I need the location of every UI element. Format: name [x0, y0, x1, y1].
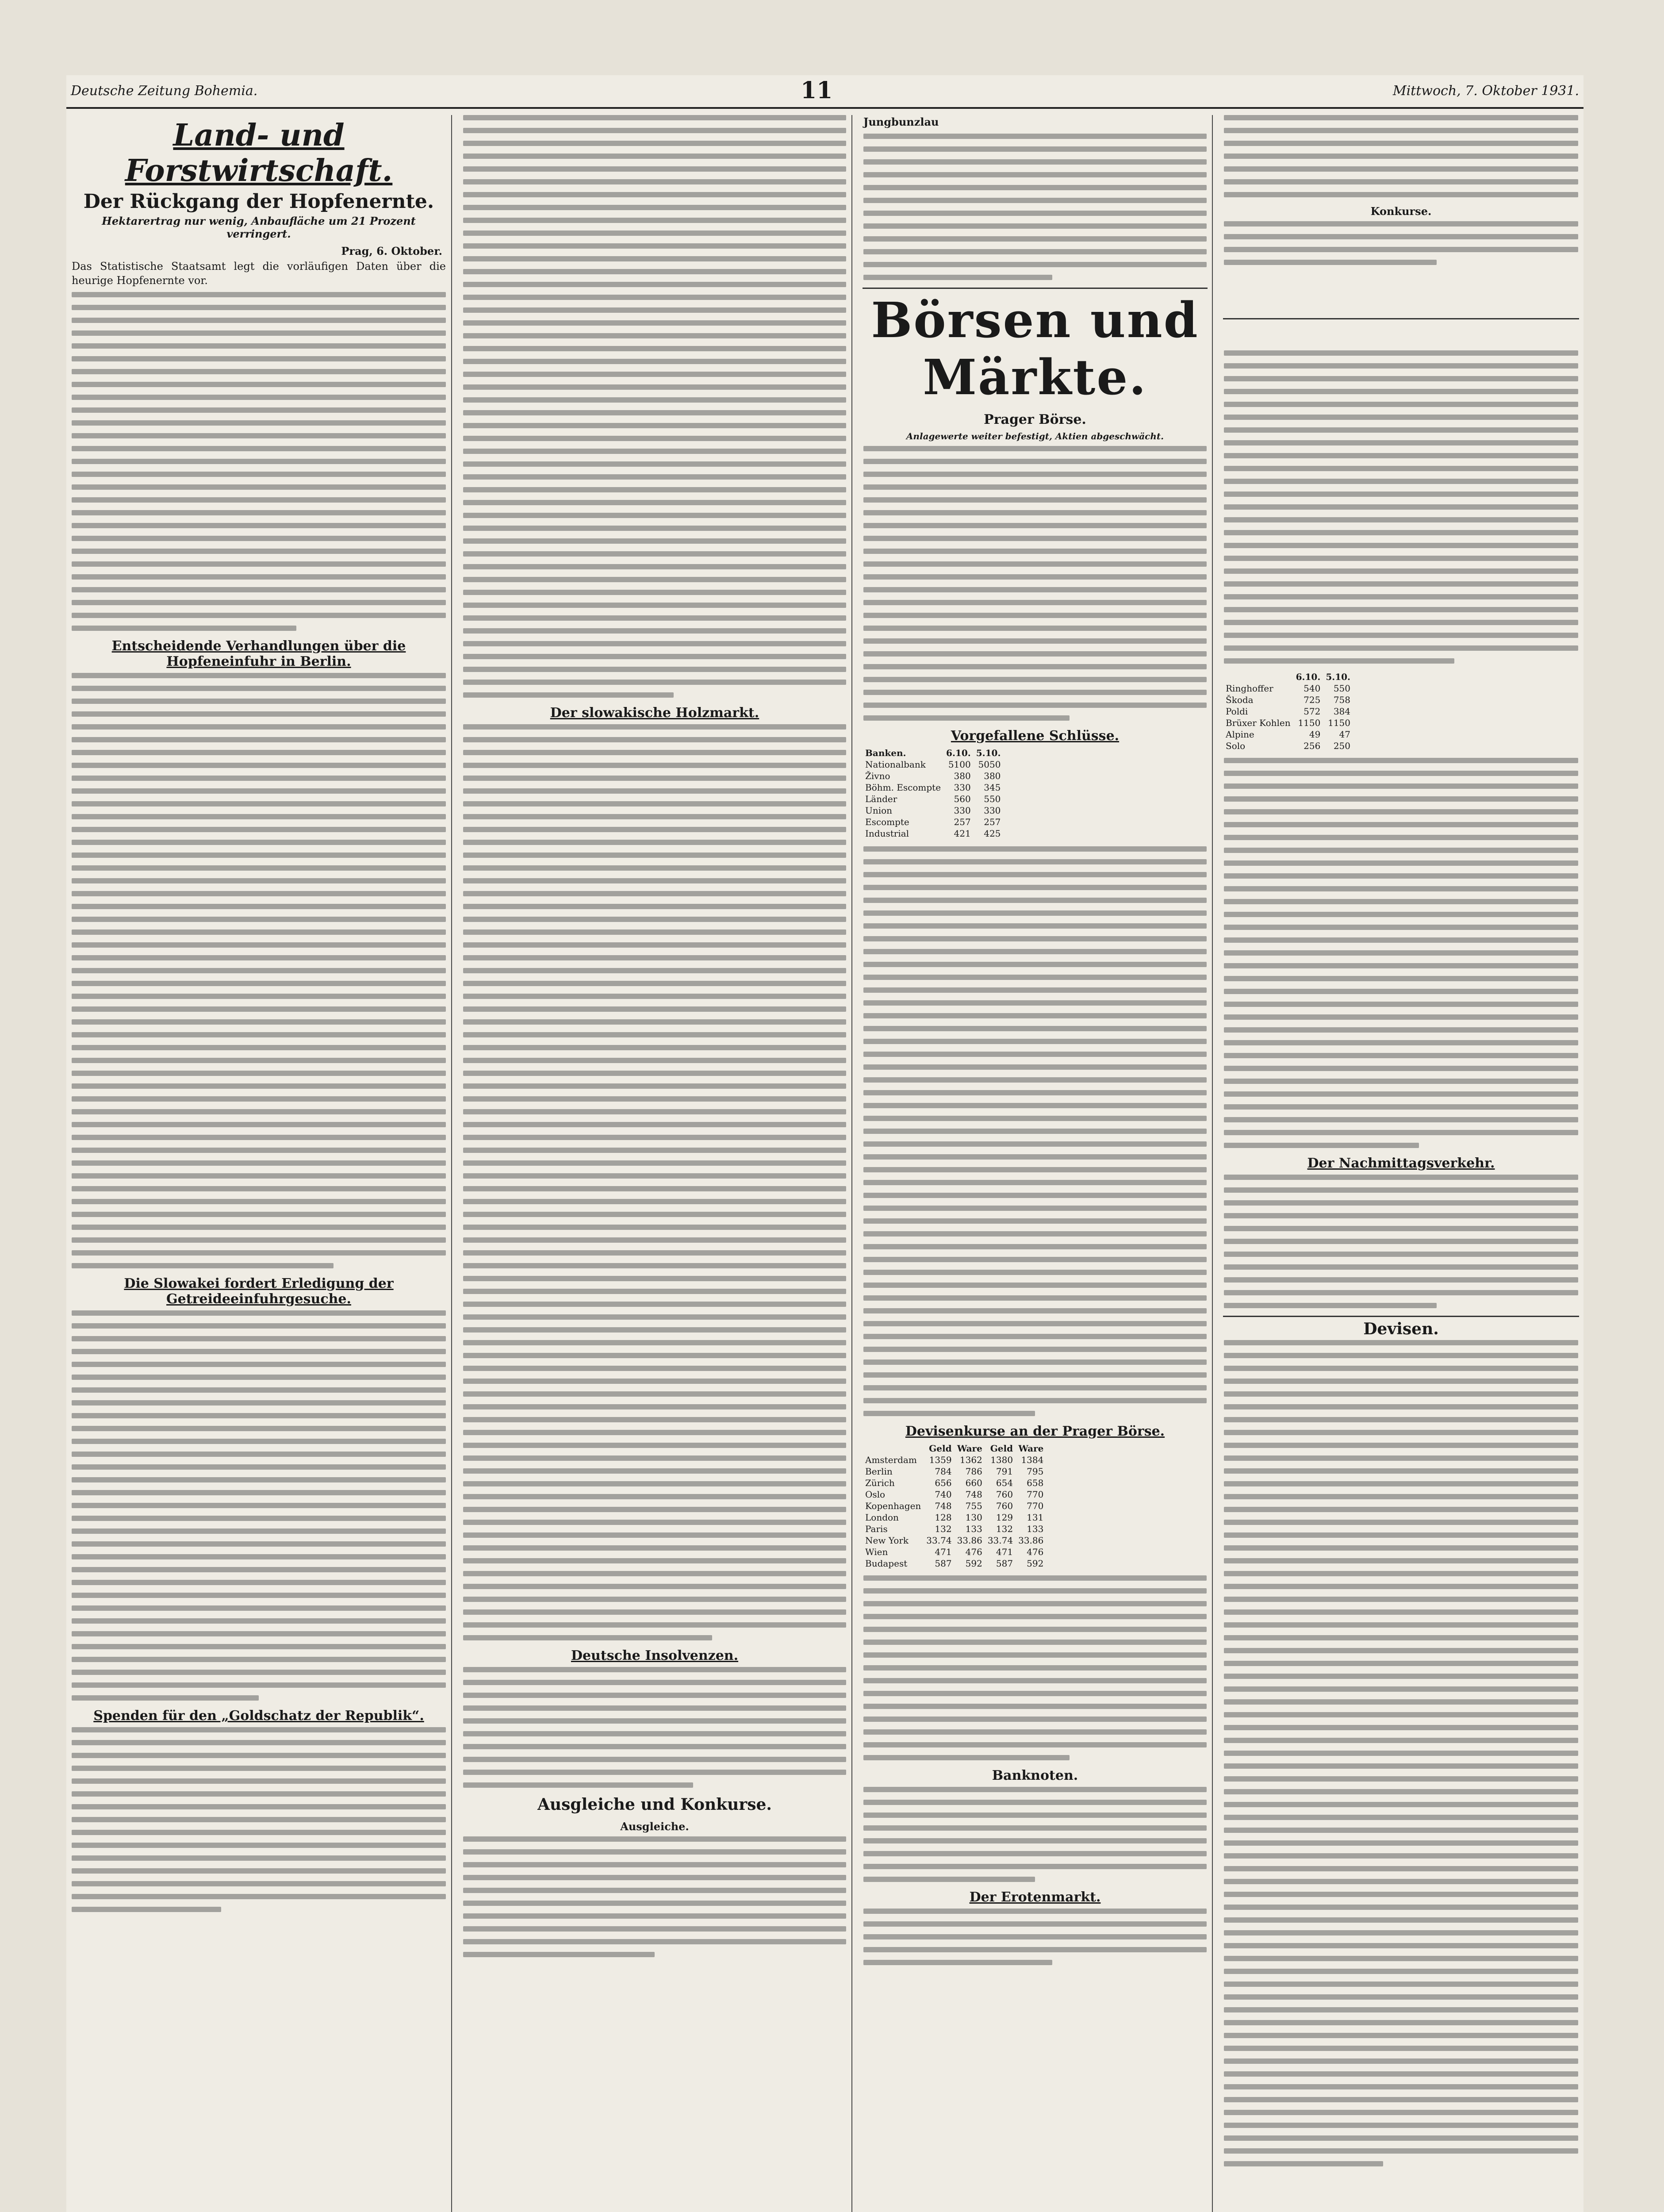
article-insolvenzen-body — [463, 1667, 846, 1788]
cell: 572 — [1304, 706, 1321, 717]
bank-quotes-table — [863, 747, 1003, 839]
article-body — [72, 292, 446, 631]
cell: 33.86 — [1018, 1535, 1044, 1546]
cell: 257 — [954, 817, 971, 827]
cell: 1150 — [1328, 718, 1350, 728]
cell: Escompte — [865, 817, 909, 827]
divider — [863, 288, 1208, 289]
cell: 476 — [965, 1547, 982, 1557]
cell: 33.74 — [987, 1535, 1013, 1546]
cell: 758 — [1333, 695, 1350, 705]
table-row — [863, 782, 1003, 793]
cell: 795 — [1027, 1466, 1044, 1477]
cell: 786 — [965, 1466, 982, 1477]
cell: 33.86 — [957, 1535, 982, 1546]
cell: Oslo — [865, 1489, 886, 1500]
cell: 133 — [1027, 1524, 1044, 1534]
cell: 760 — [996, 1501, 1013, 1511]
banknoten-body — [863, 1787, 1207, 1882]
prager-boerse-body — [863, 446, 1207, 721]
cell: Wien — [865, 1547, 888, 1557]
cell: 1380 — [990, 1455, 1013, 1465]
column-1 — [66, 115, 452, 2212]
heading-holzmarkt: Der slowakische Holzmarkt. — [550, 705, 759, 721]
cell: 654 — [996, 1478, 1013, 1488]
cell: 47 — [1339, 729, 1350, 740]
cell: Länder — [865, 794, 897, 804]
devisen-body — [1224, 1340, 1578, 2166]
cell: 592 — [965, 1558, 982, 1569]
table-row — [1223, 683, 1353, 694]
cell: 791 — [996, 1466, 1013, 1477]
cell: Škoda — [1226, 695, 1254, 705]
cell: 130 — [965, 1512, 982, 1523]
article-spenden-body — [72, 1727, 446, 1912]
heading-getreide: Die Slowakei fordert Erledigung der Getreideeinfuhrgesuche. — [124, 1276, 394, 1307]
cell: London — [865, 1512, 899, 1523]
devisen-table — [863, 1443, 1046, 1569]
column-4 — [1219, 115, 1583, 2212]
cell: 560 — [954, 794, 971, 804]
table-row — [863, 1489, 1046, 1500]
cell: 592 — [1027, 1558, 1044, 1569]
masthead — [66, 75, 1583, 109]
cell: 345 — [984, 782, 1001, 793]
table-row — [863, 759, 1003, 770]
newspaper-page — [66, 75, 1583, 2212]
cell: 1384 — [1021, 1455, 1044, 1465]
article-verhandlungen-body — [72, 673, 446, 1268]
article-holzmarkt-body — [463, 724, 846, 1640]
cell: Amsterdam — [865, 1455, 917, 1465]
cell: 128 — [935, 1512, 952, 1523]
cell: 471 — [996, 1547, 1013, 1557]
cell: Union — [865, 805, 893, 816]
heading-devisenkurse: Devisenkurse an der Prager Börse. — [905, 1424, 1165, 1439]
table-row — [863, 770, 1003, 782]
cell: 330 — [954, 805, 971, 816]
bank-header-col2: 5.10. — [976, 748, 1001, 758]
cell: Zürich — [865, 1478, 895, 1488]
table-row — [863, 1512, 1046, 1523]
article-lead: Das Statistische Staatsamt legt die vorläufigen Daten über die heurige Hopfenernte vor. — [72, 260, 446, 287]
cell: 740 — [935, 1489, 952, 1500]
cell: 770 — [1027, 1489, 1044, 1500]
cell: 770 — [1027, 1501, 1044, 1511]
cell: Solo — [1226, 741, 1246, 751]
cell: 330 — [954, 782, 971, 793]
column-2-body-top — [463, 115, 846, 698]
heading-vorgefallene: Vorgefallene Schlüsse. — [951, 728, 1120, 744]
cell: Kopenhagen — [865, 1501, 921, 1511]
article-subhead: Hektarertrag nur wenig, Anbaufläche um 21 Prozent verringert. — [102, 215, 416, 240]
quotes-text — [1224, 350, 1578, 664]
table-row — [863, 793, 1003, 805]
heading-verhandlungen: Entscheidende Verhandlungen über die Hopfeneinfuhr in Berlin. — [111, 638, 406, 669]
table-row — [1223, 729, 1353, 740]
cell: 784 — [935, 1466, 952, 1477]
heading-erotenmarkt: Der Erotenmarkt. — [969, 1889, 1101, 1905]
cell: 660 — [965, 1478, 982, 1488]
column-2 — [458, 115, 852, 2212]
quotes-header-name — [1223, 671, 1293, 683]
table-row — [863, 1546, 1046, 1558]
cell: 476 — [1027, 1547, 1044, 1557]
article-headline: Der Rückgang der Hopfenernte. — [83, 190, 434, 213]
devisen-header-ware-1: Ware — [957, 1443, 982, 1454]
table-row — [863, 828, 1003, 839]
bank-header-col1: 6.10. — [946, 748, 971, 758]
quotes-continuation — [863, 846, 1207, 1416]
article-getreide-body — [72, 1310, 446, 1701]
cell: 131 — [1027, 1512, 1044, 1523]
devisen-header-geld-2: Geld — [990, 1443, 1013, 1454]
cell: New York — [865, 1535, 909, 1546]
table-row — [1223, 740, 1353, 752]
table-row — [863, 816, 1003, 828]
devisen-header-name — [863, 1443, 924, 1454]
article-ausgleiche-body — [463, 1836, 846, 1957]
heading-ausgleiche-sub: Ausgleiche. — [620, 1820, 689, 1833]
quotes-header-col2: 5.10. — [1326, 672, 1350, 682]
heading-insolvenzen: Deutsche Insolvenzen. — [571, 1648, 739, 1663]
cell: Budapest — [865, 1558, 908, 1569]
cell: 658 — [1027, 1478, 1044, 1488]
table-row — [863, 1523, 1046, 1535]
konkurse-body — [1224, 221, 1578, 265]
cell: Živno — [865, 771, 890, 781]
table-row — [863, 1454, 1046, 1466]
cell: 1362 — [959, 1455, 982, 1465]
heading-konkurse: Konkurse. — [1370, 205, 1432, 218]
cell: Ringhoffer — [1226, 683, 1273, 694]
cell: 471 — [935, 1547, 952, 1557]
cell: 755 — [965, 1501, 982, 1511]
cell: Berlin — [865, 1466, 893, 1477]
cell: 5100 — [948, 759, 971, 770]
cell: 129 — [996, 1512, 1013, 1523]
cell: Brüxer Kohlen — [1226, 718, 1291, 728]
column-4-top-body — [1224, 115, 1578, 197]
heading-banknoten: Banknoten. — [992, 1768, 1078, 1783]
cell: 550 — [1333, 683, 1350, 694]
bank-header-name: Banken. — [865, 748, 906, 758]
cell: 587 — [935, 1558, 952, 1569]
cell: Industrial — [865, 828, 909, 839]
heading-nachmittagsverkehr: Der Nachmittagsverkehr. — [1307, 1156, 1495, 1171]
quotes-header-col1: 6.10. — [1296, 672, 1321, 682]
cell: 256 — [1304, 741, 1321, 751]
cell: 1150 — [1298, 718, 1321, 728]
prager-boerse-subhead: Anlagewerte weiter befestigt, Aktien abgeschwächt. — [906, 431, 1164, 442]
cell: 132 — [935, 1524, 952, 1534]
cell: 330 — [984, 805, 1001, 816]
cell: 656 — [935, 1478, 952, 1488]
table-row — [863, 1477, 1046, 1489]
cell: 133 — [965, 1524, 982, 1534]
cell: 384 — [1333, 706, 1350, 717]
cell: Alpine — [1226, 729, 1254, 740]
masthead-paper-name: Deutsche Zeitung Bohemia. — [71, 83, 258, 99]
heading-prager-boerse: Prager Börse. — [984, 412, 1086, 427]
cell: 425 — [984, 828, 1001, 839]
cell: 748 — [935, 1501, 952, 1511]
article-dateline: Prag, 6. Oktober. — [341, 245, 442, 257]
erotenmarkt-body — [863, 1909, 1207, 1965]
cell: 33.74 — [926, 1535, 952, 1546]
cell: 1359 — [929, 1455, 952, 1465]
cell: 760 — [996, 1489, 1013, 1500]
table-row — [863, 805, 1003, 816]
table-row — [863, 1535, 1046, 1546]
cell: Böhm. Escompte — [865, 782, 941, 793]
masthead-page-number: 11 — [801, 77, 833, 104]
section-title: Land- und Forstwirtschaft. — [125, 118, 393, 188]
cell: 725 — [1304, 695, 1321, 705]
markets-title: Börsen und Märkte. — [871, 292, 1199, 406]
column-3-top-head: Jungbunzlau — [863, 115, 939, 128]
column-3-top-body — [863, 134, 1207, 280]
cell: 250 — [1333, 741, 1350, 751]
devisen-header-ware-2: Ware — [1018, 1443, 1044, 1454]
cell: Poldi — [1226, 706, 1248, 717]
table-row — [863, 1500, 1046, 1512]
cell: 421 — [954, 828, 971, 839]
divider — [1223, 318, 1579, 319]
cell: 540 — [1304, 683, 1321, 694]
cell: 49 — [1309, 729, 1321, 740]
table-row — [1223, 694, 1353, 706]
cell: 380 — [954, 771, 971, 781]
column-4-mid-body — [1224, 758, 1578, 1148]
cell: Paris — [865, 1524, 888, 1534]
table-row — [863, 1466, 1046, 1477]
devisen-continuation — [863, 1575, 1207, 1760]
divider — [1223, 1316, 1579, 1317]
industry-quotes-table — [1223, 671, 1353, 752]
masthead-date: Mittwoch, 7. Oktober 1931. — [1392, 83, 1579, 99]
table-row — [1223, 706, 1353, 717]
heading-ausgleiche: Ausgleiche und Konkurse. — [537, 1795, 772, 1814]
cell: 587 — [996, 1558, 1013, 1569]
cell: 132 — [996, 1524, 1013, 1534]
cell: 257 — [984, 817, 1001, 827]
heading-devisen: Devisen. — [1363, 1320, 1439, 1338]
table-row — [1223, 717, 1353, 729]
column-3 — [858, 115, 1213, 2212]
devisen-header-geld-1: Geld — [929, 1443, 952, 1454]
cell: 748 — [965, 1489, 982, 1500]
table-row — [863, 1558, 1046, 1569]
heading-spenden: Spenden für den „Goldschatz der Republik“. — [93, 1708, 424, 1724]
nachmittag-body — [1224, 1175, 1578, 1308]
cell: 550 — [984, 794, 1001, 804]
cell: Nationalbank — [865, 759, 926, 770]
cell: 380 — [984, 771, 1001, 781]
cell: 5050 — [978, 759, 1001, 770]
